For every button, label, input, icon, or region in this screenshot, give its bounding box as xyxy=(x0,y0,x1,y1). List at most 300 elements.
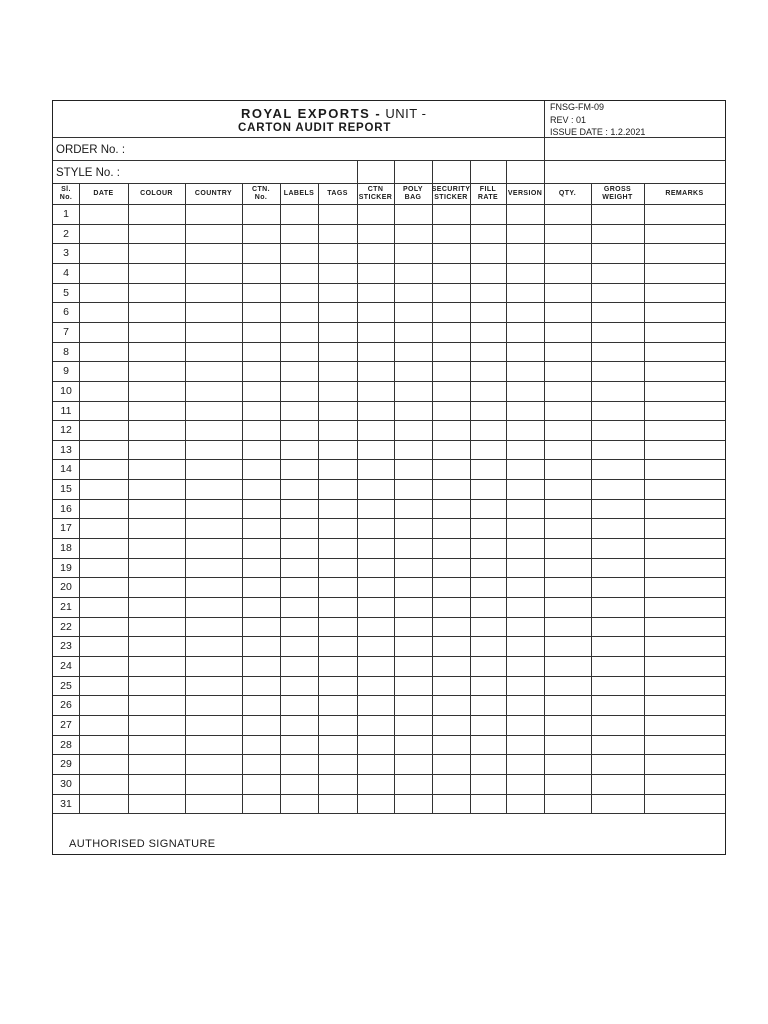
cell-labels[interactable] xyxy=(280,774,318,794)
cell-poly-bag[interactable] xyxy=(394,224,432,244)
cell-remarks[interactable] xyxy=(644,577,725,597)
cell-security-sticker[interactable] xyxy=(432,636,470,656)
cell-date[interactable] xyxy=(79,342,128,362)
cell-date[interactable] xyxy=(79,243,128,263)
cell-country[interactable] xyxy=(185,794,242,814)
cell-gross-weight[interactable] xyxy=(591,538,644,558)
cell-qty[interactable] xyxy=(544,224,591,244)
cell-colour[interactable] xyxy=(128,735,185,755)
cell-qty[interactable] xyxy=(544,735,591,755)
cell-version[interactable] xyxy=(506,695,544,715)
cell-ctn-sticker[interactable] xyxy=(357,459,394,479)
cell-ctn-no[interactable] xyxy=(242,420,280,440)
cell-gross-weight[interactable] xyxy=(591,754,644,774)
cell-country[interactable] xyxy=(185,636,242,656)
cell-colour[interactable] xyxy=(128,794,185,814)
cell-qty[interactable] xyxy=(544,617,591,637)
cell-remarks[interactable] xyxy=(644,401,725,421)
cell-remarks[interactable] xyxy=(644,656,725,676)
cell-poly-bag[interactable] xyxy=(394,538,432,558)
cell-labels[interactable] xyxy=(280,420,318,440)
cell-colour[interactable] xyxy=(128,381,185,401)
cell-colour[interactable] xyxy=(128,283,185,303)
cell-remarks[interactable] xyxy=(644,302,725,322)
cell-ctn-no[interactable] xyxy=(242,263,280,283)
cell-security-sticker[interactable] xyxy=(432,479,470,499)
cell-version[interactable] xyxy=(506,322,544,342)
cell-labels[interactable] xyxy=(280,636,318,656)
cell-labels[interactable] xyxy=(280,538,318,558)
cell-security-sticker[interactable] xyxy=(432,283,470,303)
cell-ctn-sticker[interactable] xyxy=(357,636,394,656)
cell-date[interactable] xyxy=(79,754,128,774)
cell-gross-weight[interactable] xyxy=(591,440,644,460)
cell-poly-bag[interactable] xyxy=(394,656,432,676)
cell-qty[interactable] xyxy=(544,676,591,696)
cell-fill-rate[interactable] xyxy=(470,302,506,322)
cell-remarks[interactable] xyxy=(644,617,725,637)
cell-security-sticker[interactable] xyxy=(432,420,470,440)
cell-ctn-sticker[interactable] xyxy=(357,538,394,558)
cell-gross-weight[interactable] xyxy=(591,774,644,794)
cell-security-sticker[interactable] xyxy=(432,401,470,421)
cell-colour[interactable] xyxy=(128,243,185,263)
cell-ctn-no[interactable] xyxy=(242,479,280,499)
cell-remarks[interactable] xyxy=(644,342,725,362)
cell-country[interactable] xyxy=(185,479,242,499)
cell-ctn-no[interactable] xyxy=(242,617,280,637)
cell-poly-bag[interactable] xyxy=(394,558,432,578)
cell-ctn-sticker[interactable] xyxy=(357,263,394,283)
cell-fill-rate[interactable] xyxy=(470,243,506,263)
cell-version[interactable] xyxy=(506,636,544,656)
cell-ctn-no[interactable] xyxy=(242,224,280,244)
cell-ctn-no[interactable] xyxy=(242,361,280,381)
cell-gross-weight[interactable] xyxy=(591,479,644,499)
cell-date[interactable] xyxy=(79,361,128,381)
cell-qty[interactable] xyxy=(544,381,591,401)
cell-poly-bag[interactable] xyxy=(394,597,432,617)
cell-security-sticker[interactable] xyxy=(432,617,470,637)
cell-fill-rate[interactable] xyxy=(470,656,506,676)
cell-country[interactable] xyxy=(185,518,242,538)
cell-qty[interactable] xyxy=(544,302,591,322)
cell-fill-rate[interactable] xyxy=(470,283,506,303)
cell-fill-rate[interactable] xyxy=(470,440,506,460)
cell-labels[interactable] xyxy=(280,243,318,263)
cell-qty[interactable] xyxy=(544,577,591,597)
cell-country[interactable] xyxy=(185,459,242,479)
cell-ctn-sticker[interactable] xyxy=(357,676,394,696)
cell-security-sticker[interactable] xyxy=(432,204,470,224)
cell-security-sticker[interactable] xyxy=(432,459,470,479)
cell-date[interactable] xyxy=(79,459,128,479)
cell-security-sticker[interactable] xyxy=(432,656,470,676)
cell-security-sticker[interactable] xyxy=(432,577,470,597)
cell-qty[interactable] xyxy=(544,538,591,558)
cell-gross-weight[interactable] xyxy=(591,381,644,401)
cell-colour[interactable] xyxy=(128,597,185,617)
cell-tags[interactable] xyxy=(318,459,357,479)
cell-ctn-no[interactable] xyxy=(242,499,280,519)
cell-tags[interactable] xyxy=(318,263,357,283)
cell-security-sticker[interactable] xyxy=(432,302,470,322)
cell-poly-bag[interactable] xyxy=(394,243,432,263)
cell-poly-bag[interactable] xyxy=(394,617,432,637)
cell-version[interactable] xyxy=(506,302,544,322)
cell-ctn-sticker[interactable] xyxy=(357,715,394,735)
cell-version[interactable] xyxy=(506,754,544,774)
cell-colour[interactable] xyxy=(128,361,185,381)
cell-date[interactable] xyxy=(79,283,128,303)
cell-version[interactable] xyxy=(506,794,544,814)
cell-colour[interactable] xyxy=(128,224,185,244)
cell-fill-rate[interactable] xyxy=(470,636,506,656)
cell-country[interactable] xyxy=(185,322,242,342)
cell-tags[interactable] xyxy=(318,636,357,656)
cell-security-sticker[interactable] xyxy=(432,224,470,244)
cell-ctn-sticker[interactable] xyxy=(357,479,394,499)
cell-country[interactable] xyxy=(185,263,242,283)
cell-remarks[interactable] xyxy=(644,558,725,578)
cell-version[interactable] xyxy=(506,656,544,676)
cell-qty[interactable] xyxy=(544,518,591,538)
cell-security-sticker[interactable] xyxy=(432,342,470,362)
cell-colour[interactable] xyxy=(128,774,185,794)
cell-version[interactable] xyxy=(506,381,544,401)
cell-colour[interactable] xyxy=(128,518,185,538)
cell-date[interactable] xyxy=(79,204,128,224)
cell-fill-rate[interactable] xyxy=(470,538,506,558)
cell-tags[interactable] xyxy=(318,538,357,558)
cell-poly-bag[interactable] xyxy=(394,577,432,597)
cell-labels[interactable] xyxy=(280,518,318,538)
cell-poly-bag[interactable] xyxy=(394,774,432,794)
cell-fill-rate[interactable] xyxy=(470,204,506,224)
cell-ctn-no[interactable] xyxy=(242,715,280,735)
cell-date[interactable] xyxy=(79,695,128,715)
cell-poly-bag[interactable] xyxy=(394,302,432,322)
cell-ctn-no[interactable] xyxy=(242,577,280,597)
cell-date[interactable] xyxy=(79,420,128,440)
cell-qty[interactable] xyxy=(544,401,591,421)
cell-gross-weight[interactable] xyxy=(591,794,644,814)
cell-qty[interactable] xyxy=(544,695,591,715)
cell-remarks[interactable] xyxy=(644,381,725,401)
cell-country[interactable] xyxy=(185,558,242,578)
cell-gross-weight[interactable] xyxy=(591,558,644,578)
cell-fill-rate[interactable] xyxy=(470,499,506,519)
cell-tags[interactable] xyxy=(318,695,357,715)
cell-poly-bag[interactable] xyxy=(394,715,432,735)
cell-colour[interactable] xyxy=(128,440,185,460)
cell-security-sticker[interactable] xyxy=(432,499,470,519)
cell-version[interactable] xyxy=(506,735,544,755)
cell-security-sticker[interactable] xyxy=(432,558,470,578)
cell-qty[interactable] xyxy=(544,263,591,283)
cell-colour[interactable] xyxy=(128,754,185,774)
cell-version[interactable] xyxy=(506,401,544,421)
cell-labels[interactable] xyxy=(280,361,318,381)
cell-country[interactable] xyxy=(185,597,242,617)
cell-poly-bag[interactable] xyxy=(394,499,432,519)
cell-gross-weight[interactable] xyxy=(591,302,644,322)
cell-colour[interactable] xyxy=(128,204,185,224)
cell-date[interactable] xyxy=(79,263,128,283)
cell-fill-rate[interactable] xyxy=(470,322,506,342)
cell-gross-weight[interactable] xyxy=(591,283,644,303)
cell-date[interactable] xyxy=(79,617,128,637)
cell-country[interactable] xyxy=(185,224,242,244)
cell-colour[interactable] xyxy=(128,479,185,499)
cell-version[interactable] xyxy=(506,499,544,519)
cell-date[interactable] xyxy=(79,224,128,244)
cell-colour[interactable] xyxy=(128,342,185,362)
cell-country[interactable] xyxy=(185,774,242,794)
cell-colour[interactable] xyxy=(128,676,185,696)
cell-gross-weight[interactable] xyxy=(591,695,644,715)
cell-tags[interactable] xyxy=(318,302,357,322)
cell-date[interactable] xyxy=(79,715,128,735)
cell-ctn-no[interactable] xyxy=(242,656,280,676)
cell-security-sticker[interactable] xyxy=(432,518,470,538)
cell-qty[interactable] xyxy=(544,656,591,676)
cell-country[interactable] xyxy=(185,577,242,597)
cell-version[interactable] xyxy=(506,617,544,637)
cell-poly-bag[interactable] xyxy=(394,322,432,342)
cell-fill-rate[interactable] xyxy=(470,754,506,774)
cell-security-sticker[interactable] xyxy=(432,735,470,755)
cell-gross-weight[interactable] xyxy=(591,499,644,519)
cell-version[interactable] xyxy=(506,577,544,597)
cell-ctn-sticker[interactable] xyxy=(357,656,394,676)
cell-poly-bag[interactable] xyxy=(394,361,432,381)
cell-remarks[interactable] xyxy=(644,420,725,440)
cell-date[interactable] xyxy=(79,656,128,676)
cell-remarks[interactable] xyxy=(644,636,725,656)
cell-ctn-no[interactable] xyxy=(242,302,280,322)
cell-ctn-sticker[interactable] xyxy=(357,695,394,715)
cell-tags[interactable] xyxy=(318,754,357,774)
cell-colour[interactable] xyxy=(128,263,185,283)
cell-fill-rate[interactable] xyxy=(470,577,506,597)
cell-ctn-no[interactable] xyxy=(242,794,280,814)
cell-ctn-sticker[interactable] xyxy=(357,204,394,224)
cell-security-sticker[interactable] xyxy=(432,597,470,617)
cell-qty[interactable] xyxy=(544,440,591,460)
cell-fill-rate[interactable] xyxy=(470,342,506,362)
cell-remarks[interactable] xyxy=(644,243,725,263)
cell-poly-bag[interactable] xyxy=(394,204,432,224)
cell-date[interactable] xyxy=(79,636,128,656)
cell-labels[interactable] xyxy=(280,597,318,617)
cell-poly-bag[interactable] xyxy=(394,479,432,499)
cell-ctn-no[interactable] xyxy=(242,459,280,479)
cell-ctn-no[interactable] xyxy=(242,735,280,755)
cell-ctn-sticker[interactable] xyxy=(357,302,394,322)
cell-labels[interactable] xyxy=(280,499,318,519)
cell-tags[interactable] xyxy=(318,558,357,578)
cell-remarks[interactable] xyxy=(644,754,725,774)
cell-qty[interactable] xyxy=(544,794,591,814)
cell-tags[interactable] xyxy=(318,204,357,224)
cell-remarks[interactable] xyxy=(644,518,725,538)
cell-colour[interactable] xyxy=(128,499,185,519)
cell-country[interactable] xyxy=(185,754,242,774)
cell-ctn-no[interactable] xyxy=(242,676,280,696)
cell-version[interactable] xyxy=(506,361,544,381)
cell-labels[interactable] xyxy=(280,302,318,322)
cell-country[interactable] xyxy=(185,283,242,303)
cell-labels[interactable] xyxy=(280,322,318,342)
cell-poly-bag[interactable] xyxy=(394,794,432,814)
cell-gross-weight[interactable] xyxy=(591,401,644,421)
cell-gross-weight[interactable] xyxy=(591,636,644,656)
cell-version[interactable] xyxy=(506,774,544,794)
cell-country[interactable] xyxy=(185,361,242,381)
cell-date[interactable] xyxy=(79,577,128,597)
cell-qty[interactable] xyxy=(544,459,591,479)
style-number-field[interactable] xyxy=(153,162,353,184)
cell-security-sticker[interactable] xyxy=(432,322,470,342)
cell-ctn-no[interactable] xyxy=(242,538,280,558)
cell-tags[interactable] xyxy=(318,243,357,263)
cell-ctn-sticker[interactable] xyxy=(357,224,394,244)
cell-colour[interactable] xyxy=(128,715,185,735)
cell-security-sticker[interactable] xyxy=(432,263,470,283)
cell-fill-rate[interactable] xyxy=(470,361,506,381)
cell-colour[interactable] xyxy=(128,401,185,421)
cell-ctn-sticker[interactable] xyxy=(357,322,394,342)
cell-remarks[interactable] xyxy=(644,597,725,617)
cell-version[interactable] xyxy=(506,538,544,558)
cell-labels[interactable] xyxy=(280,381,318,401)
cell-version[interactable] xyxy=(506,224,544,244)
cell-ctn-sticker[interactable] xyxy=(357,754,394,774)
cell-ctn-sticker[interactable] xyxy=(357,361,394,381)
cell-gross-weight[interactable] xyxy=(591,617,644,637)
cell-gross-weight[interactable] xyxy=(591,459,644,479)
cell-date[interactable] xyxy=(79,774,128,794)
cell-tags[interactable] xyxy=(318,676,357,696)
cell-date[interactable] xyxy=(79,499,128,519)
cell-qty[interactable] xyxy=(544,754,591,774)
cell-remarks[interactable] xyxy=(644,538,725,558)
cell-qty[interactable] xyxy=(544,774,591,794)
cell-date[interactable] xyxy=(79,440,128,460)
cell-security-sticker[interactable] xyxy=(432,794,470,814)
cell-gross-weight[interactable] xyxy=(591,597,644,617)
cell-qty[interactable] xyxy=(544,597,591,617)
cell-labels[interactable] xyxy=(280,479,318,499)
cell-security-sticker[interactable] xyxy=(432,361,470,381)
cell-version[interactable] xyxy=(506,518,544,538)
cell-country[interactable] xyxy=(185,735,242,755)
cell-labels[interactable] xyxy=(280,558,318,578)
cell-qty[interactable] xyxy=(544,342,591,362)
cell-country[interactable] xyxy=(185,676,242,696)
cell-version[interactable] xyxy=(506,440,544,460)
cell-tags[interactable] xyxy=(318,518,357,538)
cell-tags[interactable] xyxy=(318,715,357,735)
cell-fill-rate[interactable] xyxy=(470,774,506,794)
cell-qty[interactable] xyxy=(544,204,591,224)
cell-gross-weight[interactable] xyxy=(591,342,644,362)
cell-fill-rate[interactable] xyxy=(470,715,506,735)
cell-ctn-no[interactable] xyxy=(242,381,280,401)
cell-gross-weight[interactable] xyxy=(591,361,644,381)
cell-labels[interactable] xyxy=(280,204,318,224)
cell-fill-rate[interactable] xyxy=(470,224,506,244)
cell-version[interactable] xyxy=(506,676,544,696)
cell-country[interactable] xyxy=(185,420,242,440)
cell-security-sticker[interactable] xyxy=(432,754,470,774)
cell-ctn-no[interactable] xyxy=(242,754,280,774)
cell-poly-bag[interactable] xyxy=(394,440,432,460)
cell-ctn-no[interactable] xyxy=(242,440,280,460)
cell-date[interactable] xyxy=(79,735,128,755)
cell-date[interactable] xyxy=(79,322,128,342)
cell-gross-weight[interactable] xyxy=(591,735,644,755)
cell-poly-bag[interactable] xyxy=(394,676,432,696)
cell-gross-weight[interactable] xyxy=(591,204,644,224)
cell-ctn-sticker[interactable] xyxy=(357,401,394,421)
cell-security-sticker[interactable] xyxy=(432,774,470,794)
cell-ctn-sticker[interactable] xyxy=(357,440,394,460)
cell-labels[interactable] xyxy=(280,735,318,755)
cell-tags[interactable] xyxy=(318,224,357,244)
cell-qty[interactable] xyxy=(544,322,591,342)
cell-colour[interactable] xyxy=(128,322,185,342)
cell-poly-bag[interactable] xyxy=(394,420,432,440)
cell-tags[interactable] xyxy=(318,479,357,499)
cell-ctn-sticker[interactable] xyxy=(357,499,394,519)
cell-version[interactable] xyxy=(506,715,544,735)
cell-country[interactable] xyxy=(185,715,242,735)
cell-version[interactable] xyxy=(506,459,544,479)
cell-labels[interactable] xyxy=(280,656,318,676)
cell-poly-bag[interactable] xyxy=(394,283,432,303)
cell-gross-weight[interactable] xyxy=(591,243,644,263)
cell-labels[interactable] xyxy=(280,401,318,421)
cell-version[interactable] xyxy=(506,597,544,617)
cell-colour[interactable] xyxy=(128,695,185,715)
cell-labels[interactable] xyxy=(280,617,318,637)
cell-qty[interactable] xyxy=(544,499,591,519)
cell-ctn-sticker[interactable] xyxy=(357,735,394,755)
cell-version[interactable] xyxy=(506,263,544,283)
cell-gross-weight[interactable] xyxy=(591,420,644,440)
cell-ctn-no[interactable] xyxy=(242,204,280,224)
cell-remarks[interactable] xyxy=(644,224,725,244)
cell-tags[interactable] xyxy=(318,381,357,401)
cell-version[interactable] xyxy=(506,420,544,440)
cell-ctn-no[interactable] xyxy=(242,695,280,715)
cell-fill-rate[interactable] xyxy=(470,794,506,814)
cell-date[interactable] xyxy=(79,381,128,401)
cell-colour[interactable] xyxy=(128,636,185,656)
cell-date[interactable] xyxy=(79,676,128,696)
cell-qty[interactable] xyxy=(544,558,591,578)
cell-labels[interactable] xyxy=(280,342,318,362)
cell-ctn-no[interactable] xyxy=(242,597,280,617)
cell-colour[interactable] xyxy=(128,302,185,322)
cell-country[interactable] xyxy=(185,243,242,263)
cell-ctn-sticker[interactable] xyxy=(357,597,394,617)
cell-security-sticker[interactable] xyxy=(432,243,470,263)
cell-poly-bag[interactable] xyxy=(394,518,432,538)
cell-country[interactable] xyxy=(185,342,242,362)
